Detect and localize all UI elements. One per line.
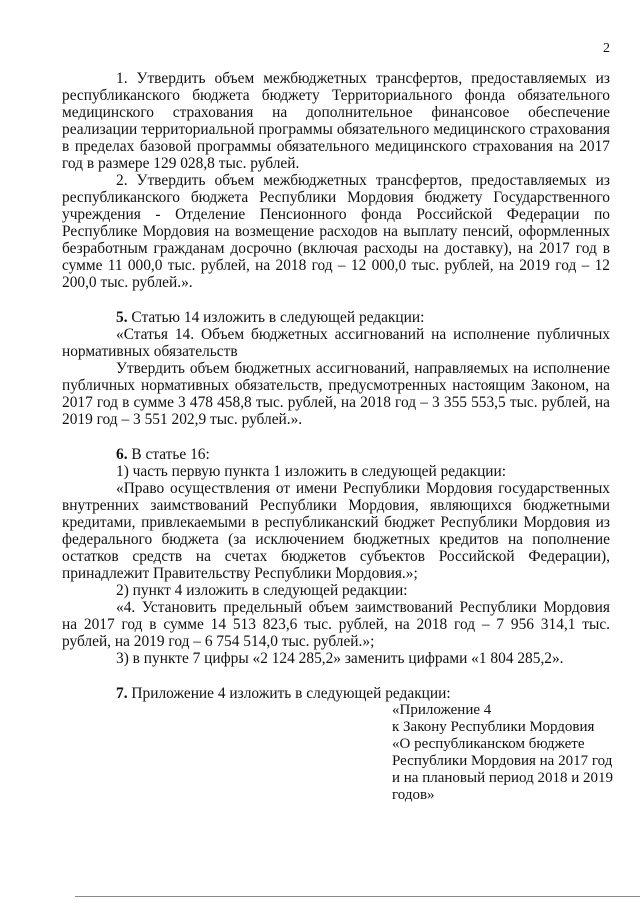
appendix-line-4: Республики Мордовия на 2017 год	[392, 753, 613, 769]
appendix-line-1: «Приложение 4	[392, 702, 492, 718]
section-6-intro: В статье 16:	[127, 446, 210, 463]
section-5-number: 5.	[116, 309, 128, 326]
spacer	[62, 667, 610, 685]
paragraph-2: 2. Утвердить объем межбюджетных трансфертов, предоставляемых из республиканского бюджета Республики Мордовия бюджету Государственного учреждения - Отделение Пенсионного фонда Российской Федерации по Республике Мордовия на возмещение расходов на выплату пенсий, оформленных безработным гражданам досрочно (включая расходы на доставку), на 2017 год в сумме 11 000,0 тыс. рублей, на 2018 год – 12 000,0 тыс. рублей, на 2019 год – 12 200,0 тыс. рублей.».	[62, 172, 610, 291]
spacer	[62, 291, 610, 309]
section-5-title: «Статья 14. Объем бюджетных ассигнований на исполнение публичных нормативных обязательств	[62, 326, 610, 360]
paragraph-1: 1. Утвердить объем межбюджетных трансфертов, предоставляемых из республиканского бюджета бюджету Территориального фонда обязательного медицинского страхования на дополнительное финансовое обеспечение реализации территориальной программы обязательного медицинского страхования в пределах базовой программы обязательного медицинского страхования на 2017 год в размере 129 028,8 тыс. рублей.	[62, 70, 610, 172]
section-6-item-3: 3) в пункте 7 цифры «2 124 285,2» заменить цифрами «1 804 285,2».	[116, 650, 564, 667]
section-6-quote-1: «Право осуществления от имени Республики Мордовия государственных внутренних заимствований Республики Мордовия, являющихся бюджетными кредитами, привлекаемыми в республиканский бюджет Республики Мордовия из федерального бюджета (за исключением бюджетных кредитов на пополнение остатков средств на счетах бюджетов субъектов Российской Федерации), принадлежит Правительству Республики Мордовия.»;	[62, 480, 610, 582]
section-6-item-1: 1) часть первую пункта 1 изложить в следующей редакции:	[116, 463, 507, 480]
section-5-body: Утвердить объем бюджетных ассигнований, направляемых на исполнение публичных нормативных обязательств, предусмотренных настоящим Законом, на 2017 год в сумме 3 478 458,8 тыс. рублей, на 2018 год – 3 355 553,5 тыс. рублей, на 2019 год – 3 551 202,9 тыс. рублей.».	[62, 360, 610, 428]
section-5-heading	[62, 309, 610, 326]
section-6-quote-2: «4. Установить предельный объем заимствований Республики Мордовия на 2017 год в сумме 14 513 823,6 тыс. рублей, на 2018 год – 7 956 314,1 тыс. рублей, на 2019 год – 6 754 514,0 тыс. рублей.»;	[62, 599, 610, 650]
section-6-number: 6.	[116, 446, 128, 463]
section-7-heading	[62, 685, 610, 702]
section-6-heading	[62, 446, 610, 463]
section-5-intro: Статью 14 изложить в следующей редакции:	[127, 309, 425, 326]
scan-edge-line	[75, 896, 640, 897]
section-7-number: 7.	[116, 685, 128, 702]
appendix-line-2: к Закону Республики Мордовия	[392, 719, 595, 735]
appendix-header	[392, 702, 622, 804]
page-number: 2	[603, 41, 610, 56]
spacer	[62, 428, 610, 446]
section-6-item-2: 2) пункт 4 изложить в следующей редакции:	[116, 582, 408, 599]
section-7-intro: Приложение 4 изложить в следующей редакции:	[127, 685, 451, 702]
appendix-line-6: годов»	[392, 787, 435, 803]
appendix-line-5: и на плановый период 2018 и 2019	[392, 770, 614, 786]
document-body	[62, 70, 614, 804]
appendix-line-3: «О республиканском бюджете	[392, 736, 585, 752]
